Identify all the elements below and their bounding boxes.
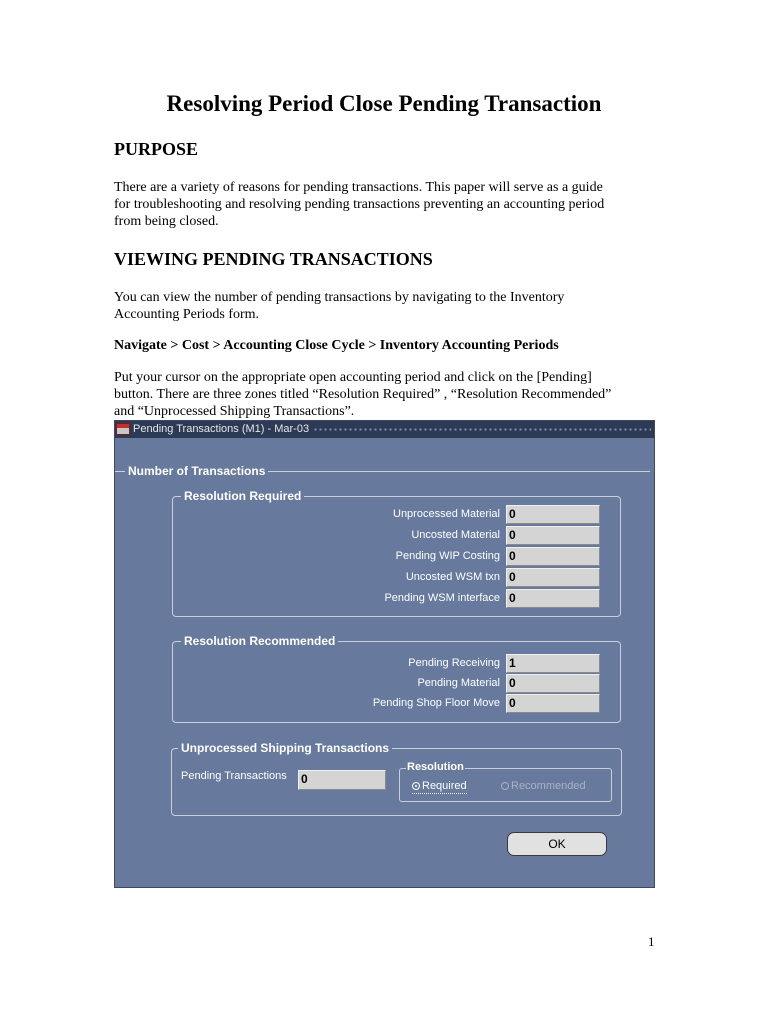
recommended-radio[interactable] <box>501 780 586 793</box>
radio-unselected-icon <box>501 782 509 790</box>
recommended-radio-label: Recommended <box>511 780 586 792</box>
field-label: Pending Shop Floor Move <box>372 697 500 709</box>
field-row <box>173 547 600 566</box>
field-label: Uncosted Material <box>411 529 500 541</box>
purpose-line: from being closed. <box>114 214 219 229</box>
document-title: Resolving Period Close Pending Transaction <box>166 91 602 116</box>
instruction-line: and “Unprocessed Shipping Transactions”. <box>114 404 355 419</box>
resolution-label: Resolution <box>407 761 464 773</box>
titlebar-grip <box>313 427 651 432</box>
pending-material-field[interactable]: 0 <box>506 674 600 693</box>
number-of-transactions-label: Number of Transactions <box>125 463 268 479</box>
unprocessed-material-field[interactable]: 0 <box>506 505 600 524</box>
field-label: Pending WSM interface <box>384 592 500 604</box>
radio-selected-icon <box>412 782 420 790</box>
field-row <box>173 589 600 608</box>
pending-transactions-label: Pending Transactions <box>181 770 287 782</box>
pending-wsm-interface-field[interactable]: 0 <box>506 589 600 608</box>
intro-line: Accounting Periods form. <box>114 307 260 322</box>
resolution-recommended-group <box>172 634 621 723</box>
field-row <box>173 654 600 673</box>
uncosted-wsm-txn-field[interactable]: 0 <box>506 568 600 587</box>
intro-line: You can view the number of pending transactions by navigating to the Inventory <box>114 290 565 305</box>
window-titlebar[interactable] <box>115 421 654 438</box>
ok-button[interactable]: OK <box>507 832 607 856</box>
pending-transactions-window <box>114 420 655 888</box>
field-label: Pending Material <box>417 677 500 689</box>
pending-receiving-field[interactable]: 1 <box>506 654 600 673</box>
pending-shop-floor-move-field[interactable]: 0 <box>506 694 600 713</box>
resolution-recommended-label: Resolution Recommended <box>181 633 338 649</box>
instruction-paragraph <box>114 369 654 420</box>
field-label: Uncosted WSM txn <box>405 571 500 583</box>
unprocessed-shipping-label: Unprocessed Shipping Transactions <box>178 740 392 756</box>
purpose-line: for troubleshooting and resolving pending transactions preventing an accounting period <box>114 197 605 212</box>
field-label: Unprocessed Material <box>393 508 500 520</box>
viewing-heading: VIEWING PENDING TRANSACTIONS <box>114 249 433 269</box>
field-row <box>173 694 600 713</box>
resolution-radio-group <box>399 761 612 802</box>
instruction-line: Put your cursor on the appropriate open accounting period and click on the [Pending] <box>114 370 592 385</box>
pending-transactions-field[interactable]: 0 <box>298 770 386 790</box>
purpose-line: There are a variety of reasons for pending transactions. This paper will serve as a guide <box>114 180 603 195</box>
navigation-path: Navigate > Cost > Accounting Close Cycle > Inventory Accounting Periods <box>114 338 559 353</box>
purpose-heading: PURPOSE <box>114 139 199 159</box>
viewing-intro <box>114 289 654 323</box>
purpose-paragraph <box>114 179 654 230</box>
field-row <box>173 568 600 587</box>
field-row <box>173 674 600 693</box>
app-window-icon <box>116 423 130 435</box>
window-title: Pending Transactions (M1) - Mar-03 <box>133 423 310 435</box>
field-label: Pending Receiving <box>408 657 500 669</box>
required-radio[interactable] <box>412 780 467 794</box>
field-row <box>173 505 600 524</box>
field-label: Pending WIP Costing <box>395 550 500 562</box>
pending-wip-costing-field[interactable]: 0 <box>506 547 600 566</box>
required-radio-label: Required <box>422 780 467 792</box>
instruction-line: button. There are three zones titled “Resolution Required” , “Resolution Recommended” <box>114 387 612 402</box>
resolution-required-group <box>172 489 621 617</box>
page-number: 1 <box>648 934 655 949</box>
resolution-required-label: Resolution Required <box>181 488 304 504</box>
field-row <box>173 526 600 545</box>
uncosted-material-field[interactable]: 0 <box>506 526 600 545</box>
